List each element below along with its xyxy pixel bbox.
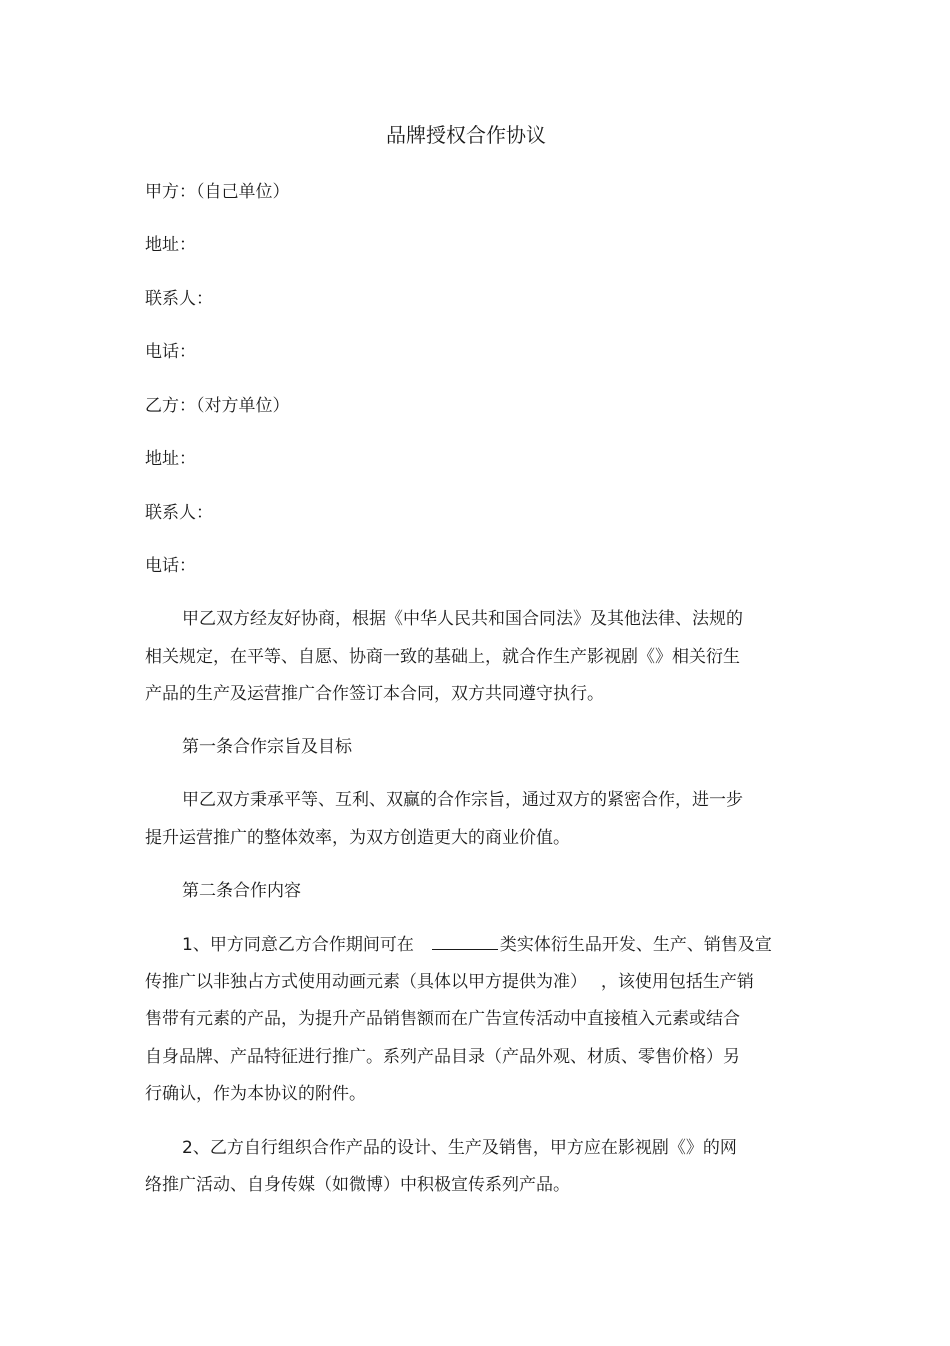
party-a-address: 地址： bbox=[145, 235, 196, 255]
clause-1-line: 售带有元素的产品，为提升产品销售额而在广告宣传活动中直接植入元素或结合 bbox=[145, 1009, 740, 1029]
article-1-line: 甲乙双方秉承平等、互利、双赢的合作宗旨，通过双方的紧密合作，进一步 bbox=[182, 790, 743, 810]
clause-1-line: 自身品牌、产品特征进行推广。系列产品目录（产品外观、材质、零售价格）另 bbox=[145, 1047, 740, 1067]
fill-in-blank bbox=[432, 932, 498, 950]
clause-1-after-blank: 类实体衍生品开发、生产、销售及宣 bbox=[499, 935, 772, 955]
clause-2-line: 络推广活动、自身传媒（如微博）中积极宣传系列产品。 bbox=[145, 1175, 570, 1195]
party-a-contact: 联系人： bbox=[145, 289, 213, 309]
party-b-contact: 联系人： bbox=[145, 503, 213, 523]
preamble-line: 甲乙双方经友好协商，根据《中华人民共和国合同法》及其他法律、法规的 bbox=[182, 609, 743, 629]
party-a-name: 甲方：（自己单位） bbox=[145, 182, 290, 202]
clause-1-line: 行确认，作为本协议的附件。 bbox=[145, 1084, 366, 1104]
preamble-line: 产品的生产及运营推广合作签订本合同，双方共同遵守执行。 bbox=[145, 684, 604, 704]
party-a-phone: 电话： bbox=[145, 342, 196, 362]
article-1-heading: 第一条合作宗旨及目标 bbox=[182, 737, 352, 757]
document-title: 品牌授权合作协议 bbox=[386, 123, 546, 147]
party-b-name: 乙方：（对方单位） bbox=[145, 396, 290, 416]
article-2-heading: 第二条合作内容 bbox=[182, 881, 301, 901]
clause-1-first-line bbox=[182, 932, 772, 957]
clause-1-line: 传推广以非独占方式使用动画元素（具体以甲方提供为准） ，该使用包括生产销 bbox=[145, 972, 754, 992]
party-b-phone: 电话： bbox=[145, 556, 196, 576]
clause-1-start: 1、甲方同意乙方合作期间可在 bbox=[182, 935, 414, 955]
preamble-line: 相关规定，在平等、自愿、协商一致的基础上，就合作生产影视剧《》相关衍生 bbox=[145, 647, 740, 667]
article-1-line: 提升运营推广的整体效率，为双方创造更大的商业价值。 bbox=[145, 828, 570, 848]
clause-2-line: 2、乙方自行组织合作产品的设计、生产及销售，甲方应在影视剧《》的网 bbox=[182, 1138, 737, 1158]
party-b-address: 地址： bbox=[145, 449, 196, 469]
